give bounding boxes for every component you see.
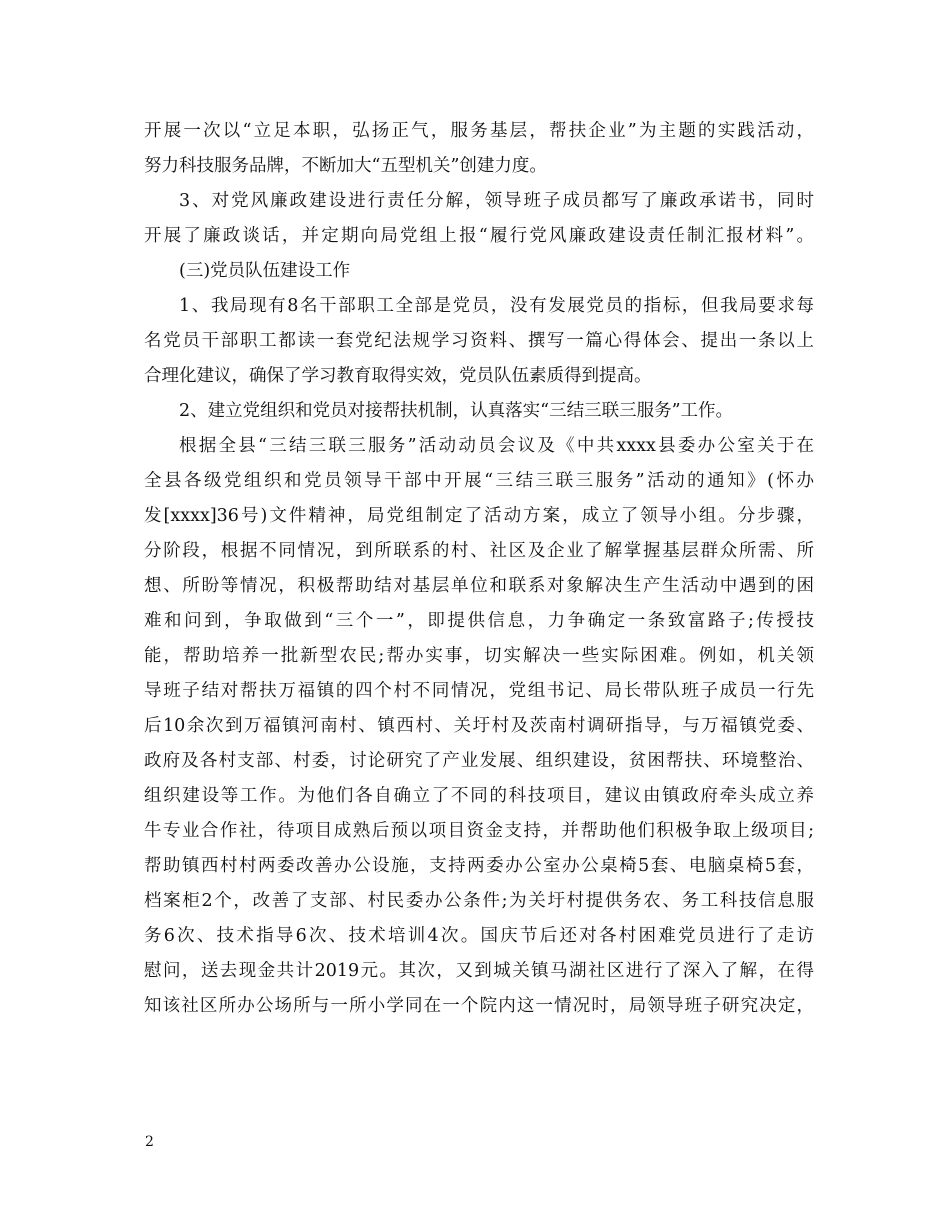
text-line: (三)党员队伍建设工作 (179, 261, 351, 281)
text-line: 务6次、技术指导6次、技术培训4次。国庆节后还对各村困难党员进行了走访 (144, 926, 814, 946)
text-line: 能，帮助培养一批新型农民;帮办实事，切实解决一些实际困难。例如，机关领 (144, 646, 814, 666)
text-line: 开展一次以“立足本职，弘扬正气，服务基层，帮扶企业”为主题的实践活动， (144, 121, 814, 141)
text-line: 档案柜2个，改善了支部、村民委办公条件;为关圩村提供务农、务工科技信息服 (144, 891, 814, 911)
text-line: 合理化建议，确保了学习教育取得实效，党员队伍素质得到提高。 (144, 366, 652, 386)
text-line: 牛专业合作社，待项目成熟后预以项目资金支持，并帮助他们积极争取上级项目; (144, 821, 814, 841)
page-number: 2 (145, 1134, 154, 1150)
text-line: 发[xxxx]36号)文件精神，局党组制定了活动方案，成立了领导小组。分步骤， (144, 506, 814, 526)
text-line: 知该社区所办公场所与一所小学同在一个院内这一情况时，局领导班子研究决定， (144, 996, 814, 1016)
text-line: 想、所盼等情况，积极帮助结对基层单位和联系对象解决生产生活动中遇到的困 (144, 576, 814, 596)
text-line: 组织建设等工作。为他们各自确立了不同的科技项目，建议由镇政府牵头成立养 (144, 786, 814, 806)
text-line: 后10余次到万福镇河南村、镇西村、关圩村及茨南村调研指导，与万福镇党委、 (144, 716, 814, 736)
text-line: 2、建立党组织和党员对接帮扶机制，认真落实“三结三联三服务”工作。 (179, 401, 734, 421)
text-line: 1、我局现有8名干部职工全部是党员，没有发展党员的指标，但我局要求每 (179, 296, 814, 316)
text-line: 分阶段，根据不同情况，到所联系的村、社区及企业了解掌握基层群众所需、所 (144, 541, 814, 561)
text-line: 政府及各村支部、村委，讨论研究了产业发展、组织建设，贫困帮扶、环境整治、 (144, 751, 814, 771)
text-line: 根据全县“三结三联三服务”活动动员会议及《中共xxxx县委办公室关于在 (179, 436, 814, 456)
text-line: 难和问到，争取做到“三个一”，即提供信息，力争确定一条致富路子;传授技 (144, 611, 814, 631)
text-line: 慰问，送去现金共计2019元。其次，又到城关镇马湖社区进行了深入了解，在得 (144, 961, 814, 981)
text-line: 导班子结对帮扶万福镇的四个村不同情况，党组书记、局长带队班子成员一行先 (144, 681, 814, 701)
text-line: 努力科技服务品牌，不断加大“五型机关”创建力度。 (144, 156, 547, 176)
text-line: 全县各级党组织和党员领导干部中开展“三结三联三服务”活动的通知》(怀办 (144, 471, 814, 491)
text-line: 帮助镇西村村两委改善办公设施，支持两委办公室办公桌椅5套、电脑桌椅5套， (144, 856, 814, 876)
text-line: 3、对党风廉政建设进行责任分解，领导班子成员都写了廉政承诺书，同时 (179, 191, 814, 211)
document-body (144, 114, 814, 1024)
text-line: 名党员干部职工都读一套党纪法规学习资料、撰写一篇心得体会、提出一条以上 (144, 331, 814, 351)
text-line: 开展了廉政谈话，并定期向局党组上报“履行党风廉政建设责任制汇报材料”。 (144, 226, 814, 246)
